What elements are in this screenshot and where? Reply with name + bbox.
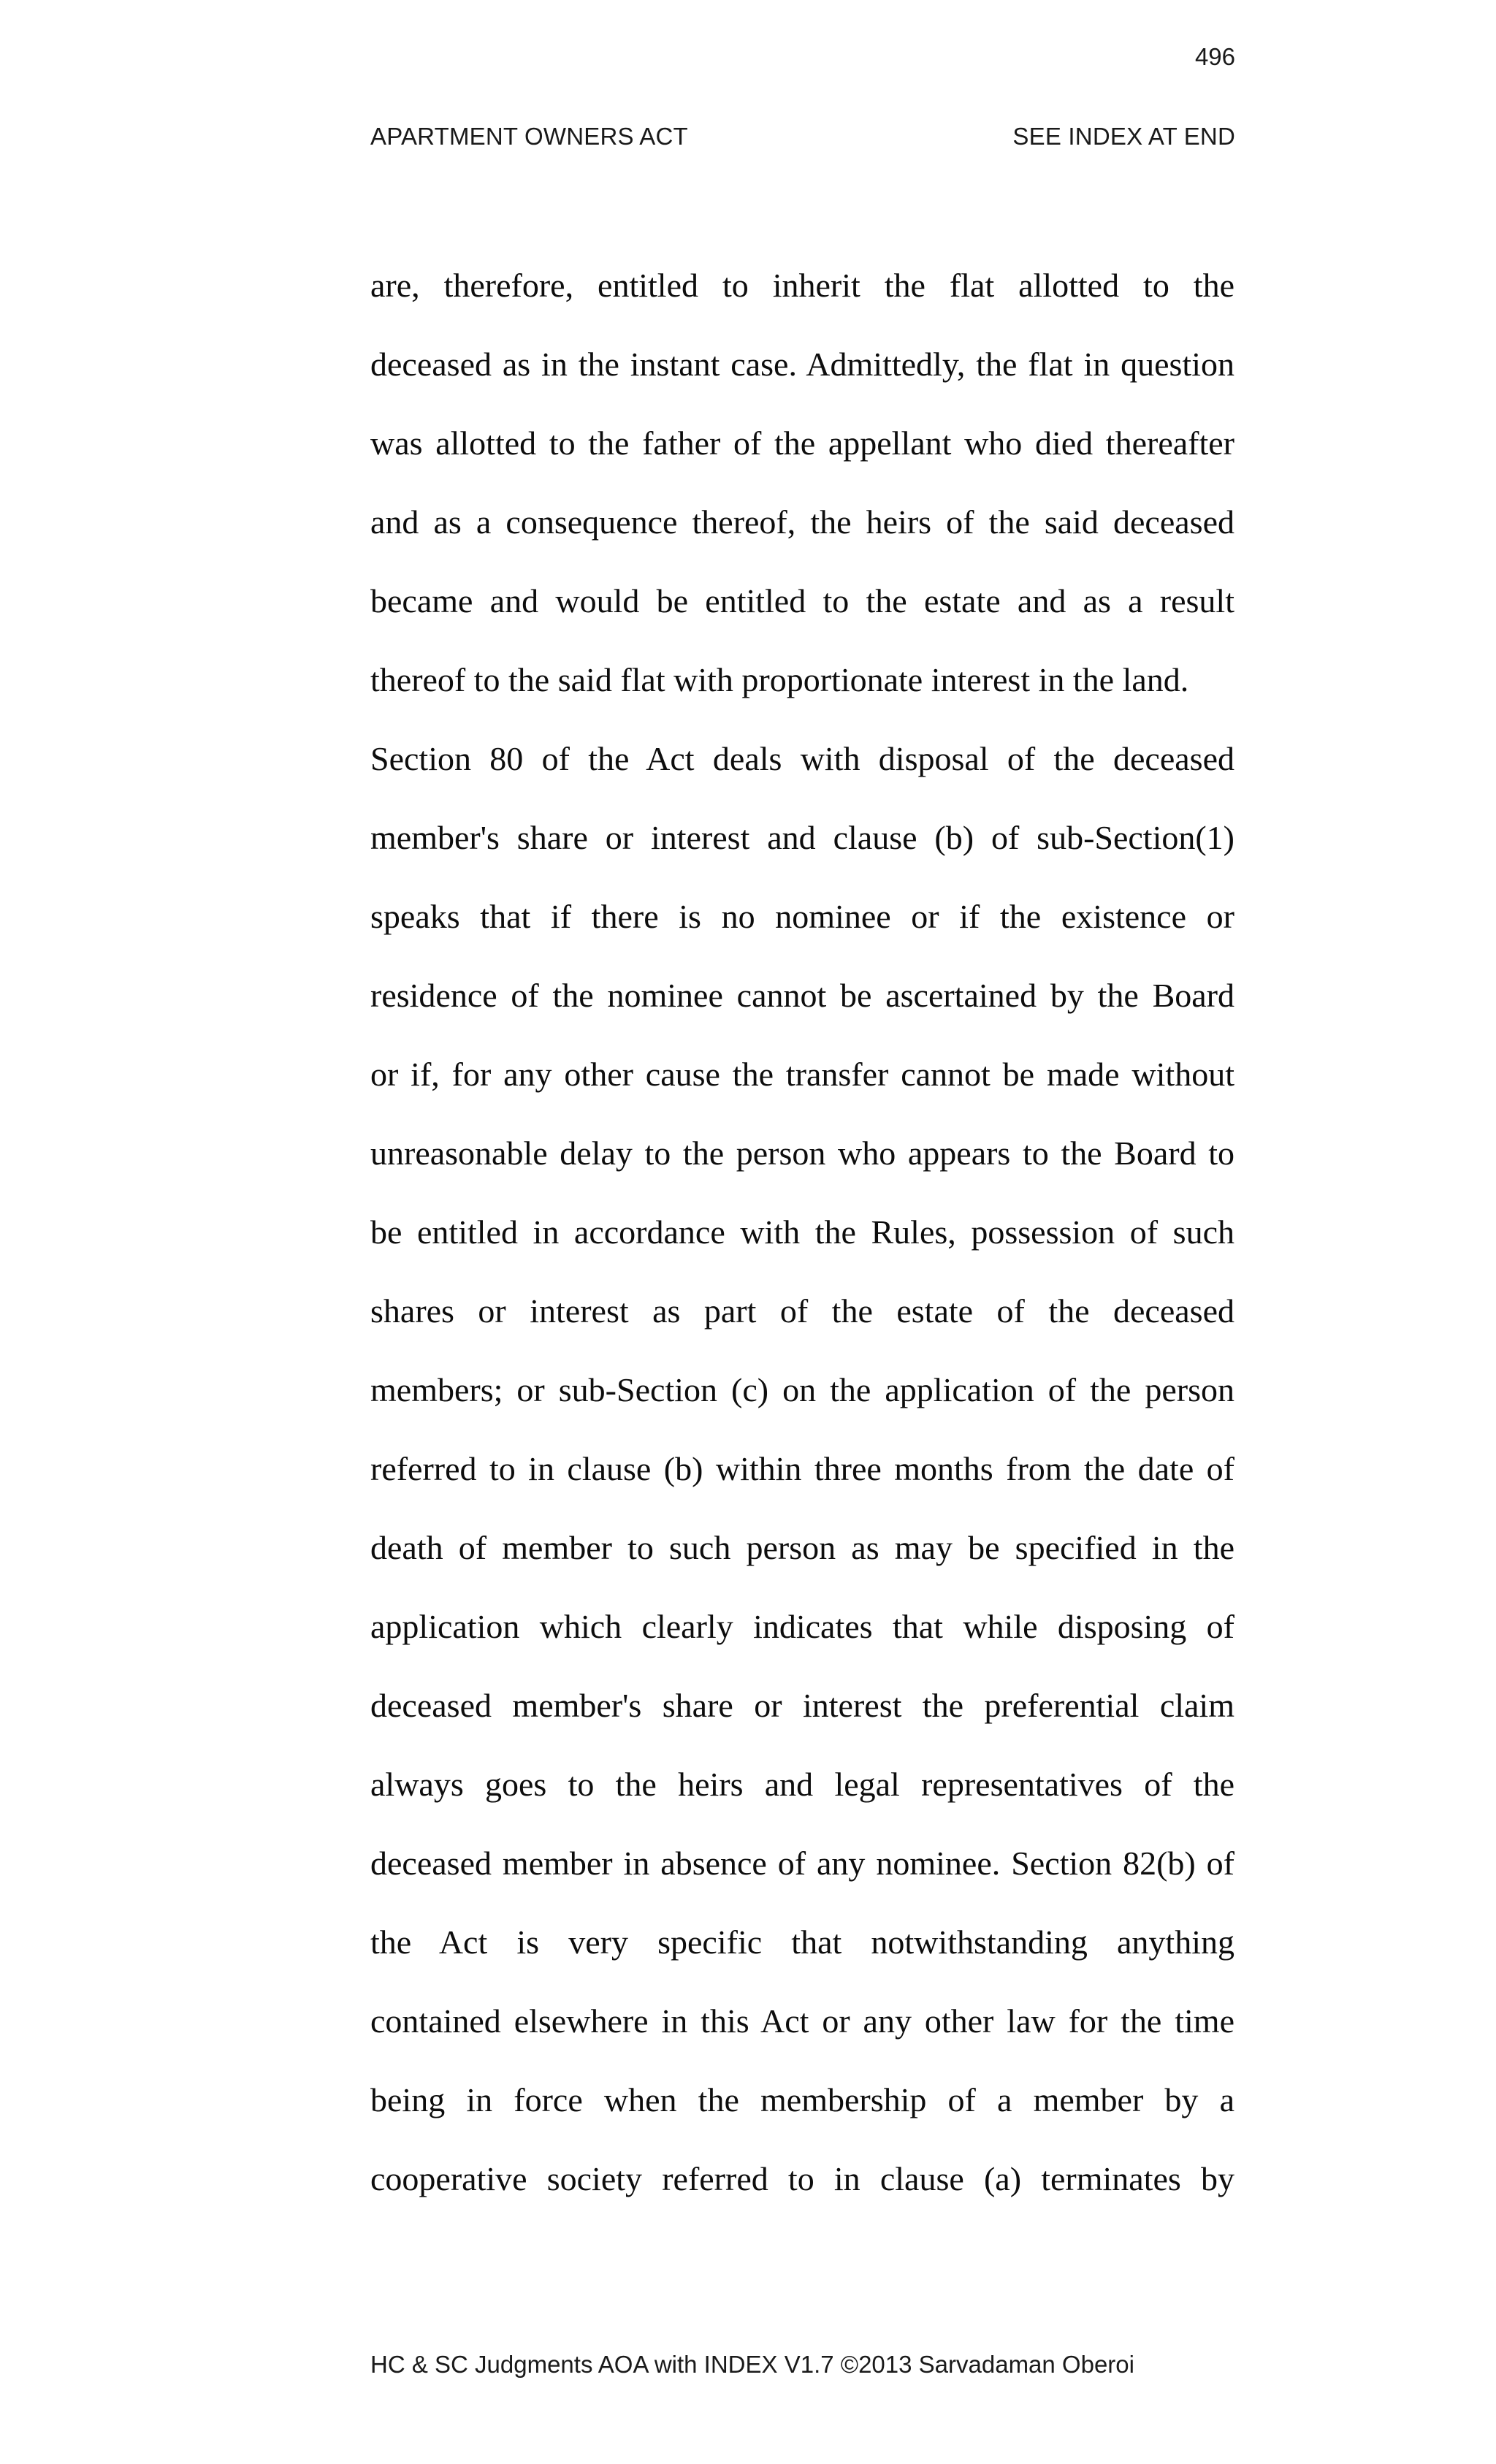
- text-line-paragraph-end: thereof to the said flat with proportionate interest in the land.: [370, 661, 1189, 698]
- text-line: being in force when the membership of a member by a: [370, 2081, 1234, 2118]
- text-line: or if, for any other cause the transfer cannot be made without: [370, 1056, 1234, 1093]
- text-line: speaks that if there is no nominee or if the existence or: [370, 898, 1234, 935]
- running-header-title: APARTMENT OWNERS ACT: [370, 123, 688, 150]
- text-line: and as a consequence thereof, the heirs of the said deceased: [370, 503, 1234, 541]
- text-line: shares or interest as part of the estate of the deceased: [370, 1292, 1234, 1330]
- text-line: always goes to the heirs and legal representatives of the: [370, 1766, 1234, 1803]
- text-line: referred to in clause (b) within three months from the date of: [370, 1450, 1234, 1487]
- text-line: cooperative society referred to in clause (a) terminates by: [370, 2160, 1234, 2197]
- text-line: unreasonable delay to the person who appears to the Board to: [370, 1134, 1234, 1172]
- text-line: member's share or interest and clause (b) of sub-Section(1): [370, 819, 1234, 856]
- page-footer-copyright: HC & SC Judgments AOA with INDEX V1.7 ©2013 Sarvadaman Oberoi: [370, 2351, 1134, 2378]
- text-line: became and would be entitled to the estate and as a result: [370, 582, 1234, 619]
- text-line: are, therefore, entitled to inherit the flat allotted to the: [370, 267, 1234, 304]
- text-line: Section 80 of the Act deals with disposal of the deceased: [370, 740, 1234, 777]
- text-line: was allotted to the father of the appellant who died thereafter: [370, 424, 1234, 462]
- text-line: death of member to such person as may be specified in the: [370, 1529, 1234, 1566]
- text-line: residence of the nominee cannot be ascertained by the Board: [370, 977, 1234, 1014]
- page-number: 496: [1194, 43, 1235, 70]
- text-line: contained elsewhere in this Act or any other law for the time: [370, 2002, 1234, 2040]
- running-header-index-note: SEE INDEX AT END: [1012, 123, 1235, 150]
- text-line: be entitled in accordance with the Rules, possession of such: [370, 1213, 1234, 1251]
- judgment-body-text: [370, 260, 1234, 2232]
- text-line: deceased member's share or interest the preferential claim: [370, 1687, 1234, 1724]
- text-line: application which clearly indicates that while disposing of: [370, 1608, 1234, 1645]
- text-line: deceased member in absence of any nominee. Section 82(b) of: [370, 1845, 1234, 1882]
- text-line: members; or sub-Section (c) on the application of the person: [370, 1371, 1234, 1408]
- text-line: the Act is very specific that notwithstanding anything: [370, 1923, 1234, 1961]
- text-line: deceased as in the instant case. Admittedly, the flat in question: [370, 346, 1234, 383]
